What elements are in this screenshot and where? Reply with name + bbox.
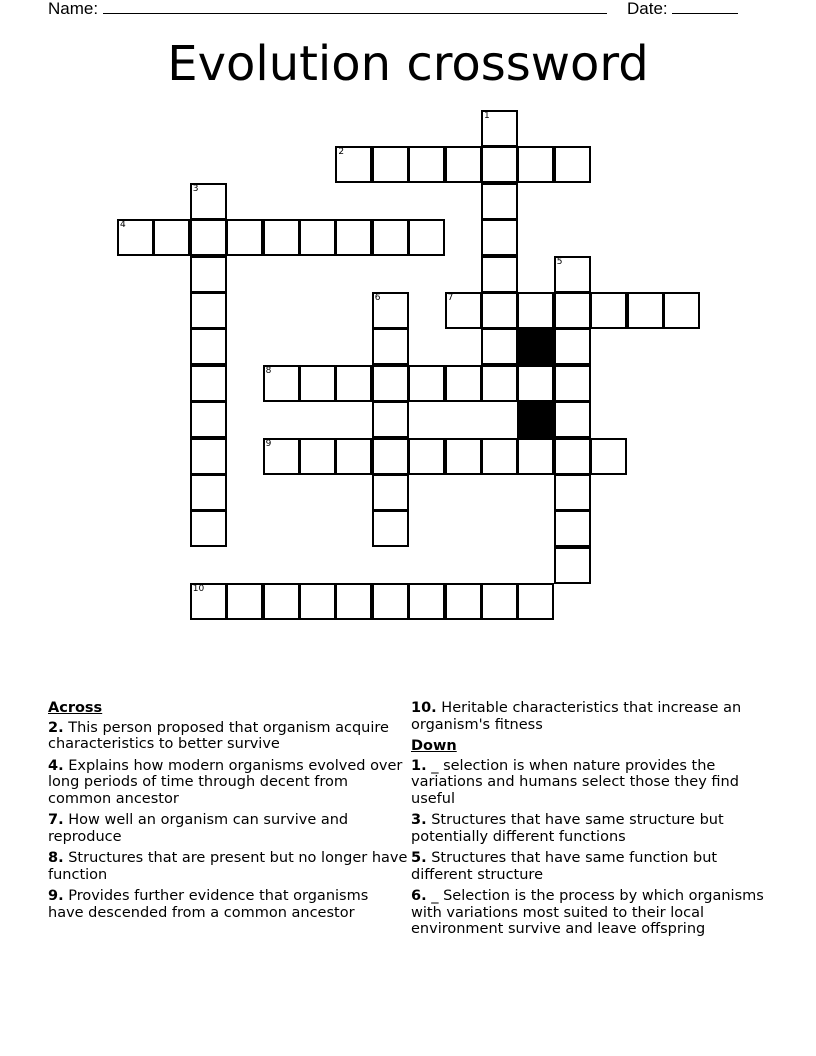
clue-number: 2: [338, 147, 345, 158]
clue-number: 5: [556, 256, 563, 267]
grid-cell[interactable]: [408, 146, 445, 183]
clue-num: 4.: [48, 757, 64, 774]
grid-cell[interactable]: [554, 474, 591, 511]
grid-cell[interactable]: [372, 583, 409, 620]
grid-cell[interactable]: [335, 219, 372, 256]
grid-cell[interactable]: [481, 146, 518, 183]
grid-cell[interactable]: [554, 328, 591, 365]
grid-cell[interactable]: [554, 365, 591, 402]
grid-cell[interactable]: [445, 583, 482, 620]
name-label: Name:: [48, 0, 99, 18]
grid-cell[interactable]: [190, 510, 227, 547]
clues-left-column: [48, 700, 408, 926]
grid-cell[interactable]: [481, 438, 518, 475]
grid-cell[interactable]: [299, 438, 336, 475]
grid-cell[interactable]: [372, 510, 409, 547]
grid-cell[interactable]: [263, 583, 300, 620]
grid-cell[interactable]: [408, 365, 445, 402]
clue-number: 9: [265, 438, 272, 449]
grid-cell[interactable]: [554, 256, 591, 293]
grid-cell[interactable]: [335, 438, 372, 475]
clue-text: Explains how modern organisms evolved over long periods of time through decent from common ancestor: [48, 757, 403, 807]
down-clues-list: [411, 758, 771, 938]
grid-cell[interactable]: [226, 219, 263, 256]
clue-num: 5.: [411, 850, 427, 866]
grid-cell[interactable]: [335, 365, 372, 402]
grid-cell[interactable]: [372, 146, 409, 183]
black-cell: [517, 328, 554, 365]
date-label: Date:: [627, 0, 668, 18]
across-clue: [48, 888, 408, 921]
grid-cell[interactable]: [481, 292, 518, 329]
grid-cell[interactable]: [481, 583, 518, 620]
clue-num: 8.: [48, 850, 64, 866]
grid-cell[interactable]: [190, 401, 227, 438]
clue-text: Heritable characteristics that increase an organism's fitness: [411, 700, 742, 733]
grid-cell[interactable]: [445, 365, 482, 402]
across-clue: [411, 700, 771, 733]
grid-cell[interactable]: [299, 583, 336, 620]
across-clues-list: [48, 720, 408, 922]
grid-cell[interactable]: [117, 219, 154, 256]
grid-cell[interactable]: [299, 365, 336, 402]
grid-cell[interactable]: [190, 219, 227, 256]
clue-text: How well an organism can survive and reproduce: [48, 812, 349, 845]
clue-num: 9.: [48, 888, 64, 904]
down-clue: [411, 850, 771, 883]
grid-cell[interactable]: [481, 183, 518, 220]
grid-cell[interactable]: [335, 583, 372, 620]
grid-cell[interactable]: [517, 365, 554, 402]
grid-cell[interactable]: [226, 583, 263, 620]
clues-right-column: [411, 700, 771, 943]
grid-cell[interactable]: [372, 474, 409, 511]
clue-text: _ selection is when nature provides the variations and humans select those they find useful: [411, 757, 739, 807]
grid-cell[interactable]: [517, 292, 554, 329]
grid-cell[interactable]: [372, 219, 409, 256]
clue-text: Structures that have same structure but potentially different functions: [411, 812, 724, 845]
across-clue: [48, 812, 408, 845]
down-clue: [411, 758, 771, 808]
grid-cell[interactable]: [190, 583, 227, 620]
grid-cell[interactable]: [335, 146, 372, 183]
clue-text: _ Selection is the process by which organisms with variations most suited to their local environment survive and leave offspring: [411, 888, 764, 937]
clue-num: 6.: [411, 888, 427, 904]
down-heading: Down: [411, 738, 457, 754]
grid-cell[interactable]: [445, 438, 482, 475]
clue-text: Structures that are present but no longer have function: [48, 850, 408, 883]
grid-cell[interactable]: [299, 219, 336, 256]
grid-cell[interactable]: [263, 438, 300, 475]
grid-cell[interactable]: [372, 438, 409, 475]
grid-cell[interactable]: [517, 146, 554, 183]
page-title: Evolution crossword: [167, 36, 649, 92]
grid-cell[interactable]: [481, 110, 518, 147]
clue-text: This person proposed that organism acquire characteristics to better survive: [48, 719, 389, 752]
grid-cell[interactable]: [554, 510, 591, 547]
down-clue: [411, 888, 771, 938]
across-clue: [48, 720, 408, 753]
grid-cell[interactable]: [408, 219, 445, 256]
grid-cell[interactable]: [372, 328, 409, 365]
clue-number: 4: [120, 220, 126, 231]
grid-cell[interactable]: [554, 547, 591, 584]
grid-cell[interactable]: [372, 365, 409, 402]
across-heading: Across: [48, 700, 103, 716]
grid-cell[interactable]: [190, 474, 227, 511]
clue-num: 3.: [411, 812, 427, 828]
clue-number: 1: [484, 111, 490, 121]
grid-cell[interactable]: [481, 328, 518, 365]
black-cell: [517, 401, 554, 438]
grid-cell[interactable]: [190, 328, 227, 365]
clue-num: 1.: [411, 757, 427, 774]
clue-number: 8: [265, 365, 272, 376]
grid-cell[interactable]: [590, 438, 627, 475]
grid-cell[interactable]: [153, 219, 190, 256]
grid-cell[interactable]: [554, 438, 591, 475]
clue-number: 7: [447, 293, 454, 303]
clue-number: 6: [374, 293, 381, 303]
clue-num: 10.: [411, 700, 437, 716]
clue-number: 3: [192, 183, 199, 194]
grid-cell[interactable]: [263, 219, 300, 256]
across-clue: [48, 850, 408, 883]
clue-text: Provides further evidence that organisms have descended from a common ancestor: [48, 888, 369, 921]
across-clues-continued: [411, 700, 771, 733]
grid-cell[interactable]: [408, 583, 445, 620]
clue-num: 7.: [48, 812, 64, 828]
grid-cell[interactable]: [554, 401, 591, 438]
down-clue: [411, 812, 771, 845]
across-clue: [48, 758, 408, 808]
grid-cell[interactable]: [445, 146, 482, 183]
grid-cell[interactable]: [190, 438, 227, 475]
grid-cell[interactable]: [263, 365, 300, 402]
grid-cell[interactable]: [590, 292, 627, 329]
grid-cell[interactable]: [481, 365, 518, 402]
grid-cell[interactable]: [554, 292, 591, 329]
grid-cell[interactable]: [481, 256, 518, 293]
grid-cell[interactable]: [554, 146, 591, 183]
clue-num: 2.: [48, 719, 64, 736]
grid-cell[interactable]: [190, 183, 227, 220]
grid-cell[interactable]: [372, 292, 409, 329]
grid-cell[interactable]: [372, 401, 409, 438]
clue-text: Structures that have same function but different structure: [411, 850, 718, 883]
grid-cell[interactable]: [663, 292, 700, 329]
grid-cell[interactable]: [190, 256, 227, 293]
grid-cell[interactable]: [408, 438, 445, 475]
grid-cell[interactable]: [517, 583, 554, 620]
grid-cell[interactable]: [481, 219, 518, 256]
grid-cell[interactable]: [445, 292, 482, 329]
grid-cell[interactable]: [517, 438, 554, 475]
grid-cell[interactable]: [627, 292, 664, 329]
grid-cell[interactable]: [190, 292, 227, 329]
grid-cell[interactable]: [190, 365, 227, 402]
clue-number: 10: [192, 584, 205, 595]
